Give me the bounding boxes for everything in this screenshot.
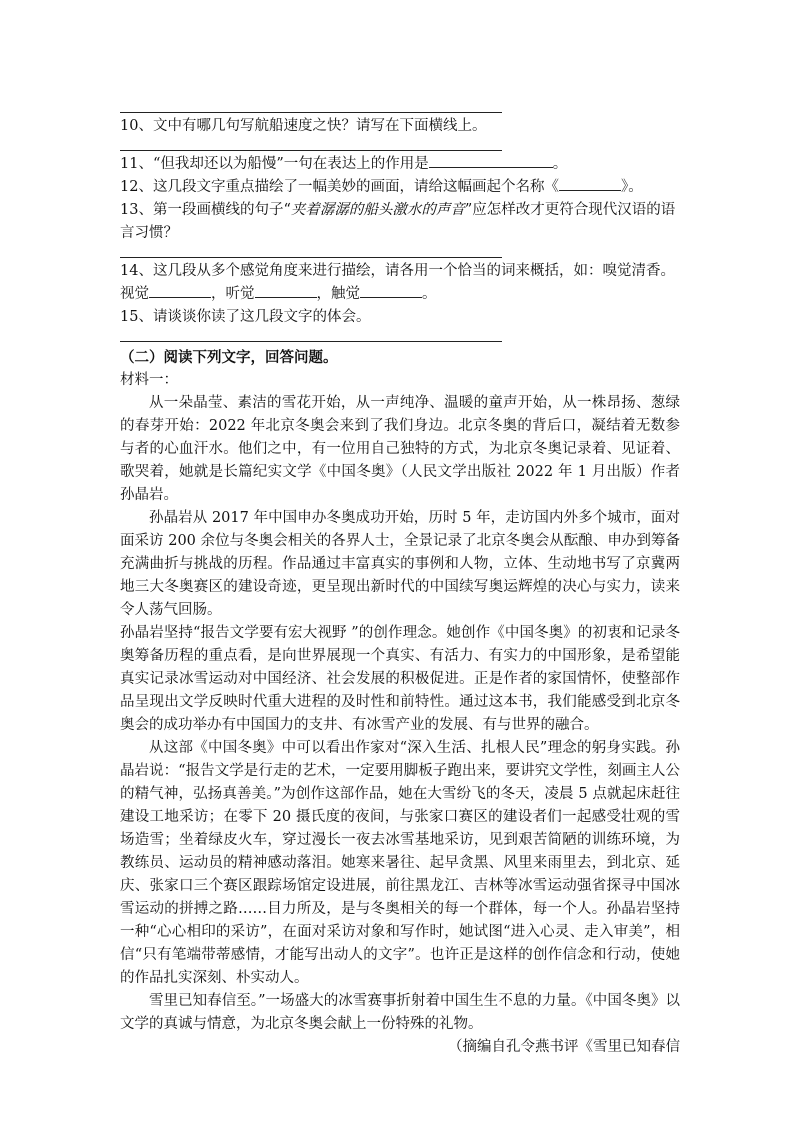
question-10: 10、文中有哪几句写航船速度之快？请写在下面横线上。 — [120, 118, 487, 134]
section-heading: （二）阅读下列文字，回答问题。 — [120, 349, 338, 366]
worksheet-page — [120, 100, 680, 1059]
paragraph-2: 孙晶岩从 2017 年中国申办冬奥成功开始，历时 5 年，走访国内外多个城市，面对面采访 200 余位与冬奥会相关的各界人士，全景记录了北京冬奥会从酝酿、申办到筹备充满曲折与挑战的历程。作品通过丰富真实的事例和人物，立体、生动地书写了京冀两地三大冬奥赛区的建设奇迹，更呈现出新时代的中国续写奥运辉煌的决心与实力，读来令人荡气回肠。 — [120, 510, 680, 618]
question-12-text: 12、这几段文字重点描绘了一幅美妙的画面，请给这幅画起个名称《 — [120, 179, 559, 195]
question-14-text-c: ，触觉 — [316, 286, 360, 302]
question-12-end: 》。 — [620, 179, 643, 195]
question-14-text-b: ，听觉 — [211, 286, 255, 302]
question-13-end: ”应怎样改才更符合现代汉语的语言习惯？ — [120, 202, 676, 241]
answer-line[interactable] — [120, 329, 502, 342]
question-13-quote: 夹着潺潺的船头激水的声音 — [290, 202, 465, 218]
question-14-text: 14、这几段从多个感觉角度来进行描绘，请各用一个恰当的词来概括，如：嗅觉清香。视觉 — [120, 263, 675, 302]
question-14 — [120, 260, 680, 306]
paragraph-3: 孙晶岩坚持“报告文学要有宏大视野 ”的创作理念。她创作《中国冬奥》的初衷和记录冬奥筹备历程的重点看，是向世界展现一个真实、有活力、有实力的中国形象，是希望能真实记录冰雪运动对中国经济、社会发展的积极促进。正是作者的家国情怀，使整部作品呈现出文学反映时代重大进程的及时性和前特性。通过这本书，我们能感受到北京冬奥会的成功举办有中国国力的支井、有冰雪产业的发展、有与世界的融合。 — [120, 625, 680, 733]
answer-blank-touch[interactable] — [360, 283, 422, 298]
question-14-end: 。 — [422, 286, 437, 302]
answer-line[interactable] — [120, 100, 502, 113]
paragraph-4: 从这部《中国冬奥》中可以看出作家对“深入生活、扎根人民”理念的躬身实践。孙晶岩说：“报告文学是行走的艺术，一定要用脚板子跑出来，要讲究文学性，刻画主人公的精气神，弘扬真善美。”为创作这部作品，她在大雪纷飞的冬天，凌晨 5 点就起床赶往建设工地采访；在零下 20 摄氏度的夜间，与张家口赛区的建设者们一起感受壮观的雪场造雪；坐着绿皮火车，穿过漫长一夜去冰雪基地采访，见到艰苦简陋的训练环境，为教练员、运动员的精神感动落泪。她寒来暑往、起早贪黑、风里来雨里去，到北京、延庆、张家口三个赛区跟踪场馆定设进展，前往黑龙江、吉林等冰雪运动强省探寻中国冰雪运动的拼搏之路……目力所及，是与冬奥相关的每一个群体，每一个人。孙晶岩坚持一种“心心相印的采访”，在面对采访对象和写作时，她试图“进入心灵、走入审美”，相信“只有笔端带蒂感情，才能写出动人的文字”。也许正是这样的创作信念和行动，使她的作品扎实深刻、朴实动人。 — [120, 740, 680, 986]
answer-blank-visual[interactable] — [149, 283, 211, 298]
question-13-text: 13、第一段画横线的句子“ — [120, 202, 291, 218]
question-12 — [120, 176, 680, 199]
question-11-end: 。 — [552, 156, 568, 172]
answer-blank[interactable] — [559, 176, 621, 191]
paragraph-1: 从一朵晶莹、素洁的雪花开始，从一声纯净、温暖的童声开始，从一株昂扬、葱绿的春芽开始：2022 年北京冬奥会来到了我们身边。北京冬奥的背后口，凝结着无数参与者的心血汗水。他们之中，有一位用自己独特的方式，为北京冬奥记录着、见证着、歌哭着，她就是长篇纪实文学《中国冬奥》（人民文学出版社 2022 年 1 月出版）作者孙晶岩。 — [120, 395, 680, 503]
source-citation: （摘编自孔令燕书评《雪里已知春信 — [448, 1039, 680, 1055]
paragraph-5: 雪里已知春信至。”一场盛大的冰雪赛事折射着中国生生不息的力量。《中国冬奥》以文学的真诚与情意，为北京冬奥会献上一份特殊的礼物。 — [120, 993, 680, 1032]
answer-line[interactable] — [120, 245, 502, 258]
question-13 — [120, 199, 680, 245]
answer-blank[interactable] — [429, 153, 553, 168]
question-11-text: 11、“但我却还以为船慢”一句在表达上的作用是 — [120, 156, 429, 172]
question-15: 15、请谈谈你读了这几段文字的体会。 — [120, 309, 371, 325]
question-11 — [120, 153, 680, 176]
answer-line[interactable] — [120, 138, 502, 151]
material-label: 材料一： — [120, 372, 178, 388]
answer-blank-hearing[interactable] — [255, 283, 317, 298]
